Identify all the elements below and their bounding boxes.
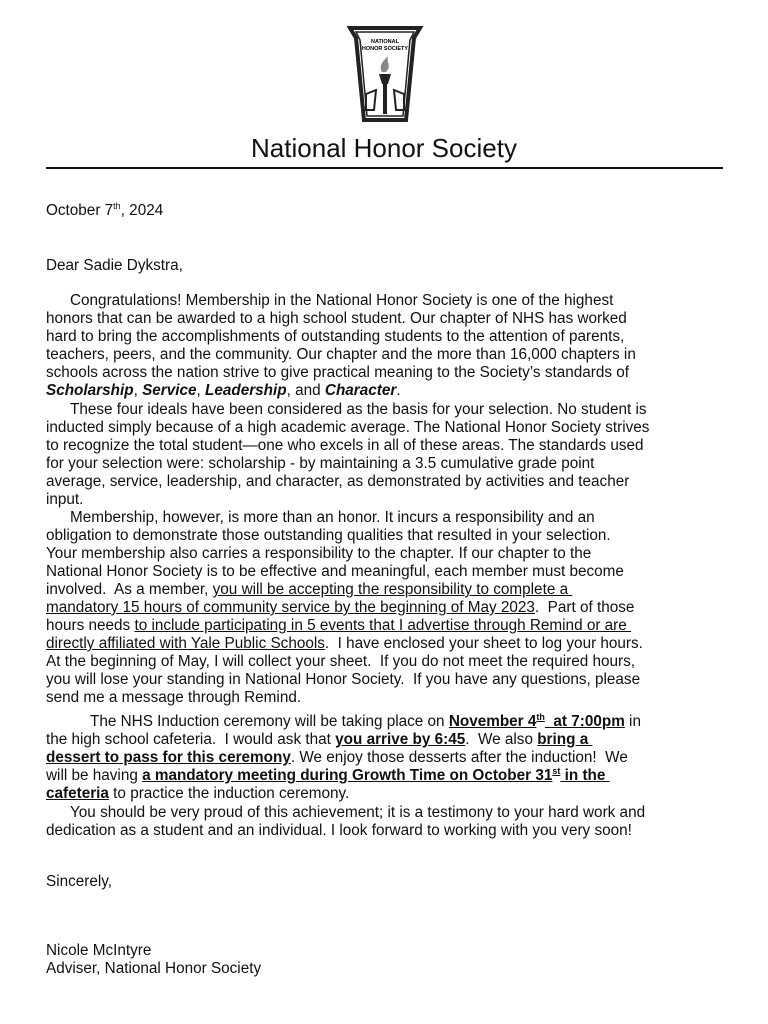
highlighted-text: mandatory 15 hours of community service by the beginning of May 2023 xyxy=(46,599,535,616)
closing: Sincerely, xyxy=(46,873,113,890)
body-paragraph xyxy=(46,509,643,707)
letter-date: October 7th, 2024 xyxy=(46,201,164,219)
nhs-keystone-logo xyxy=(344,24,426,124)
paragraph-line xyxy=(46,473,649,491)
highlighted-text: November 4 xyxy=(448,713,537,730)
text-run: . We enjoy those desserts after the induction! We xyxy=(290,749,628,766)
text-run: to recognize the total student—one who excels in all of these areas. The standards used xyxy=(46,437,644,454)
text-run: , xyxy=(133,382,143,399)
highlighted-text: st xyxy=(552,766,561,776)
text-run: obligation to demonstrate those outstanding qualities that resulted in your selection. xyxy=(46,527,611,544)
text-run: in xyxy=(624,713,641,730)
body-paragraph xyxy=(46,713,641,803)
paragraph-line xyxy=(46,545,643,563)
paragraph-line xyxy=(46,328,636,346)
paragraph-line xyxy=(46,653,643,671)
text-run: National Honor Society is to be effective and meaningful, each member must become xyxy=(46,563,624,580)
paragraph-line xyxy=(46,437,649,455)
emphasized-text: Character xyxy=(324,382,397,399)
text-run: input. xyxy=(46,491,84,508)
highlighted-text: in the xyxy=(560,767,610,784)
paragraph-line xyxy=(46,491,649,509)
paragraph-line xyxy=(46,563,643,581)
paragraph-line xyxy=(46,401,649,419)
text-run: inducted simply because of a high academic average. The National Honor Society strives xyxy=(46,419,650,436)
highlighted-text: you arrive by 6:45 xyxy=(335,731,466,748)
text-run: you will lose your standing in National Honor Society. If you have any questions, please xyxy=(46,671,641,688)
text-run: You should be very proud of this achievement; it is a testimony to your hard work and xyxy=(70,804,646,821)
text-run: send me a message through Remind. xyxy=(46,689,302,706)
text-run: to practice the induction ceremony. xyxy=(108,785,350,802)
svg-text:NATIONAL: NATIONAL xyxy=(370,39,400,45)
paragraph-line xyxy=(46,419,649,437)
text-run: hard to bring the accomplishments of outstanding students to the attention of parents, xyxy=(46,328,625,345)
paragraph-line xyxy=(46,310,636,328)
highlighted-text: bring a xyxy=(537,731,593,748)
paragraph-line xyxy=(46,382,636,400)
paragraph-line xyxy=(46,749,641,767)
highlighted-text: at 7:00pm xyxy=(544,713,625,730)
text-run: . Part of those xyxy=(534,599,635,616)
text-run: the high school cafeteria. I would ask that xyxy=(46,731,336,748)
text-run: average, service, leadership, and character, as demonstrated by activities and teacher xyxy=(46,473,630,490)
paragraph-line xyxy=(46,804,645,822)
highlighted-text: directly affiliated with Yale Public Schools xyxy=(46,635,325,652)
paragraph-line xyxy=(46,713,641,731)
text-run: honors that can be awarded to a high school student. Our chapter of NHS has worked xyxy=(46,310,627,327)
paragraph-line xyxy=(46,731,641,749)
text-run: Your membership also carries a responsibility to the chapter. If our chapter to the xyxy=(46,545,592,562)
signer-role: Adviser, National Honor Society xyxy=(46,960,262,977)
highlighted-text: cafeteria xyxy=(46,785,109,802)
paragraph-line xyxy=(46,527,643,545)
text-run: will be having xyxy=(46,767,143,784)
paragraph-line xyxy=(46,509,643,527)
body-paragraph xyxy=(46,804,645,840)
body-paragraph xyxy=(46,401,649,509)
highlighted-text: th xyxy=(536,712,545,722)
paragraph-line xyxy=(46,822,645,840)
highlighted-text: a mandatory meeting during Growth Time on October 31 xyxy=(142,767,553,784)
highlighted-text: you will be accepting the responsibility to complete a xyxy=(212,581,573,598)
paragraph-line xyxy=(46,346,636,364)
paragraph-line xyxy=(46,364,636,382)
paragraph-line xyxy=(46,581,643,599)
salutation: Dear Sadie Dykstra, xyxy=(46,257,183,274)
paragraph-line xyxy=(46,292,636,310)
text-run: . I have enclosed your sheet to log your hours. xyxy=(324,635,643,652)
highlighted-text: to include participating in 5 events that I advertise through Remind or are xyxy=(134,617,632,634)
text-run: At the beginning of May, I will collect your sheet. If you do not meet the required hours, xyxy=(46,653,635,670)
highlighted-text: dessert to pass for this ceremony xyxy=(46,749,291,766)
text-run: involved. As a member, xyxy=(46,581,213,598)
emphasized-text: Scholarship xyxy=(46,382,134,399)
paragraph-line xyxy=(46,671,643,689)
paragraph-line xyxy=(46,635,643,653)
page-title: National Honor Society xyxy=(251,133,517,163)
text-run: Congratulations! Membership in the National Honor Society is one of the highest xyxy=(70,292,614,309)
signer-name: Nicole McIntyre xyxy=(46,942,152,959)
paragraph-line xyxy=(46,599,643,617)
title-divider xyxy=(46,167,723,169)
text-run: , xyxy=(196,382,205,399)
body-paragraph xyxy=(46,292,636,400)
text-run: dedication as a student and an individual. I look forward to working with you very soon! xyxy=(46,822,632,839)
paragraph-line xyxy=(46,617,643,635)
paragraph-line xyxy=(46,689,643,707)
text-run: for your selection were: scholarship - by maintaining a 3.5 cumulative grade point xyxy=(46,455,595,472)
text-run: Membership, however, is more than an honor. It incurs a responsibility and an xyxy=(70,509,595,526)
emphasized-text: Service xyxy=(142,382,197,399)
text-run: , and xyxy=(286,382,325,399)
text-run: These four ideals have been considered as the basis for your selection. No student is xyxy=(70,401,647,418)
text-run: . xyxy=(396,382,401,399)
paragraph-line xyxy=(46,785,641,803)
text-run: teachers, peers, and the community. Our chapter and the more than 16,000 chapters in xyxy=(46,346,636,363)
paragraph-line xyxy=(46,767,641,785)
text-run: The NHS Induction ceremony will be taking place on xyxy=(90,713,449,730)
svg-text:HONOR SOCIETY: HONOR SOCIETY xyxy=(361,46,409,52)
text-run: hours needs xyxy=(46,617,135,634)
paragraph-line xyxy=(46,455,649,473)
text-run: schools across the nation strive to give practical meaning to the Society’s standards of xyxy=(46,364,630,381)
text-run: . We also xyxy=(465,731,538,748)
emphasized-text: Leadership xyxy=(205,382,287,399)
